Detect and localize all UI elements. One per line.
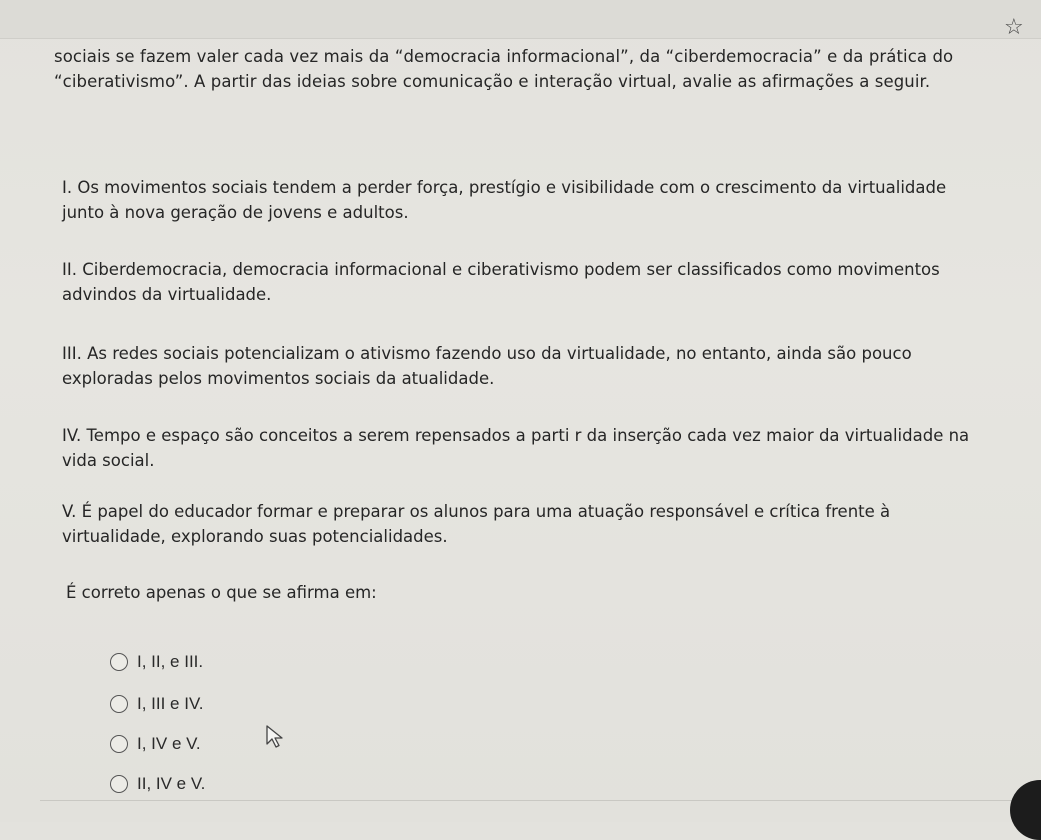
option-d[interactable] (110, 772, 205, 796)
statement-i: I. Os movimentos sociais tendem a perder força, prestígio e visibilidade com o crescimento da virtualidade junto à nova geração de jovens e adultos. (62, 178, 947, 222)
option-label[interactable]: I, III e IV. (137, 694, 204, 713)
radio-circle-icon[interactable] (110, 735, 128, 753)
option-label[interactable]: I, IV e V. (137, 734, 201, 753)
answer-prompt: É correto apenas o que se afirma em: (66, 583, 377, 602)
toolbar-divider (0, 38, 1041, 39)
star-outline-icon[interactable]: ☆ (1004, 15, 1024, 40)
question-intro: sociais se fazem valer cada vez mais da “democracia informacional”, da “ciberdemocracia” e da prática do “ciberativismo”. A partir das ideias sobre comunicação e interação virtual, avalie as afirmações a seguir. (54, 47, 954, 91)
statement-ii: II. Ciberdemocracia, democracia informacional e ciberativismo podem ser classificados como movimentos advindos da virtualidade. (62, 260, 940, 304)
bottom-divider (40, 800, 1040, 801)
browser-toolbar (0, 0, 1041, 38)
option-a[interactable] (110, 650, 203, 674)
statement-iii: III. As redes sociais potencializam o ativismo fazendo uso da virtualidade, no entanto, ainda são pouco exploradas pelos movimentos sociais da atualidade. (62, 344, 912, 388)
corner-object (1010, 780, 1041, 840)
option-b[interactable] (110, 692, 203, 716)
statement-iv: IV. Tempo e espaço são conceitos a serem repensados a parti r da inserção cada vez maior da virtualidade na vida social. (62, 426, 970, 470)
radio-circle-icon[interactable] (110, 775, 128, 793)
statement-v: V. É papel do educador formar e preparar os alunos para uma atuação responsável e crítica frente à virtualidade, explorando suas potencialidades. (62, 502, 891, 546)
option-label[interactable]: II, IV e V. (137, 774, 206, 793)
radio-circle-icon[interactable] (110, 653, 128, 671)
option-c[interactable] (110, 732, 201, 756)
option-label[interactable]: I, II, e III. (137, 652, 204, 671)
mouse-pointer-icon (265, 724, 287, 750)
radio-circle-icon[interactable] (110, 695, 128, 713)
